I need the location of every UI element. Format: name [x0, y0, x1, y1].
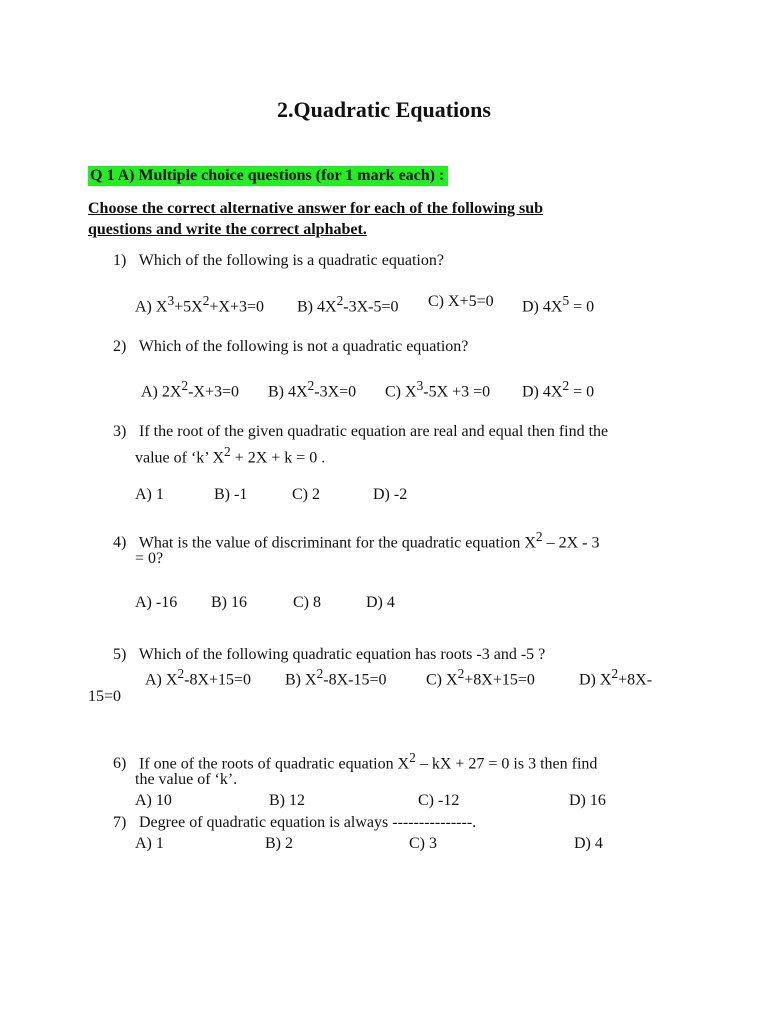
- question-7-option-d: D) 4: [574, 835, 603, 852]
- instructions-line-1: Choose the correct alternative answer for each of the following sub: [88, 200, 544, 217]
- question-2-option-b: B) $4X^2-3X=0$: [268, 378, 357, 401]
- question-3-option-a: A) 1: [135, 486, 164, 503]
- question-number: 7): [113, 814, 127, 831]
- question-number: 1): [113, 252, 127, 269]
- question-1: [113, 252, 444, 270]
- question-text-line-1: If the root of the given quadratic equation are real and equal then find the: [139, 423, 609, 440]
- question-7-option-a: A) 1: [135, 835, 164, 852]
- question-4-option-c: C) 8: [293, 594, 321, 611]
- page-title: 2.Quadratic Equations: [277, 97, 491, 122]
- question-7-option-c: C) 3: [409, 835, 437, 852]
- question-5-option-c: C) $X^2+8X+15=0$: [426, 666, 535, 689]
- question-5-option-d: D) $X^2+8X-$: [579, 666, 653, 689]
- question-4-option-d: D) 4: [366, 594, 395, 611]
- section-heading: Q 1 A) Multiple choice questions (for 1 mark each) :: [88, 166, 448, 186]
- question-text: Which of the following quadratic equation has roots -3 and -5 ?: [138, 646, 546, 663]
- question-number: 5): [113, 646, 127, 663]
- question-4-option-b: B) 16: [211, 594, 247, 611]
- question-number: 4): [113, 534, 127, 552]
- question-6-option-a: A) 10: [135, 792, 172, 809]
- question-2-option-d: D) $4X^2 = 0$: [522, 378, 595, 401]
- question-6-option-b: B) 12: [269, 792, 305, 809]
- question-5-option-a: A) $X^2-8X+15=0$: [145, 666, 252, 689]
- question-1-option-c: C) X+5=0: [428, 293, 494, 310]
- question-5-option-d-wrap: 15=0: [88, 688, 122, 705]
- question-3-option-d: D) -2: [373, 486, 408, 503]
- question-6: 6) If one of the roots of quadratic equation $X^2$ – kX + 27 = 0 is 3 then find: [113, 750, 598, 773]
- question-number: 3): [113, 423, 127, 440]
- question-3-line-2: value of ‘k’ $X^2 + 2X + k = 0$ .: [135, 444, 326, 467]
- question-6-option-d: D) 16: [569, 792, 606, 809]
- question-7-option-b: B) 2: [265, 835, 293, 852]
- question-2-option-a: A) $2X^2-X+3=0$: [141, 378, 240, 401]
- question-text: Degree of quadratic equation is always ---------------.: [139, 814, 477, 831]
- question-2: [113, 338, 468, 356]
- question-4-line-2: = 0?: [135, 550, 164, 567]
- question-3-option-b: B) -1: [214, 486, 248, 503]
- question-text: Which of the following is not a quadratic equation?: [138, 338, 469, 355]
- question-number: 6): [113, 755, 127, 773]
- question-4-option-a: A) -16: [135, 594, 178, 611]
- question-3-option-c: C) 2: [292, 486, 320, 503]
- question-3: [113, 423, 608, 441]
- question-text: Which of the following is a quadratic equation?: [138, 252, 444, 269]
- question-1-option-b: B) $4X^2-3X-5=0$: [297, 293, 399, 316]
- question-1-option-a: A) $X^3+5X^2+X+3=0$: [135, 293, 264, 316]
- question-7: [113, 814, 476, 832]
- question-5: [113, 646, 545, 664]
- question-4: 4) What is the value of discriminant for the quadratic equation $X^2 - 2X - 3$: [113, 529, 600, 552]
- question-5-option-b: B) $X^2-8X-15=0$: [285, 666, 387, 689]
- question-1-option-d: D) $4X^5 = 0$: [522, 293, 595, 316]
- question-6-line-2: the value of ‘k’.: [135, 771, 238, 788]
- instructions-line-2: questions and write the correct alphabet.: [88, 221, 367, 238]
- question-6-option-c: C) -12: [418, 792, 460, 809]
- question-2-option-c: C) $X^3-5X +3 =0$: [385, 378, 491, 401]
- question-number: 2): [113, 338, 127, 355]
